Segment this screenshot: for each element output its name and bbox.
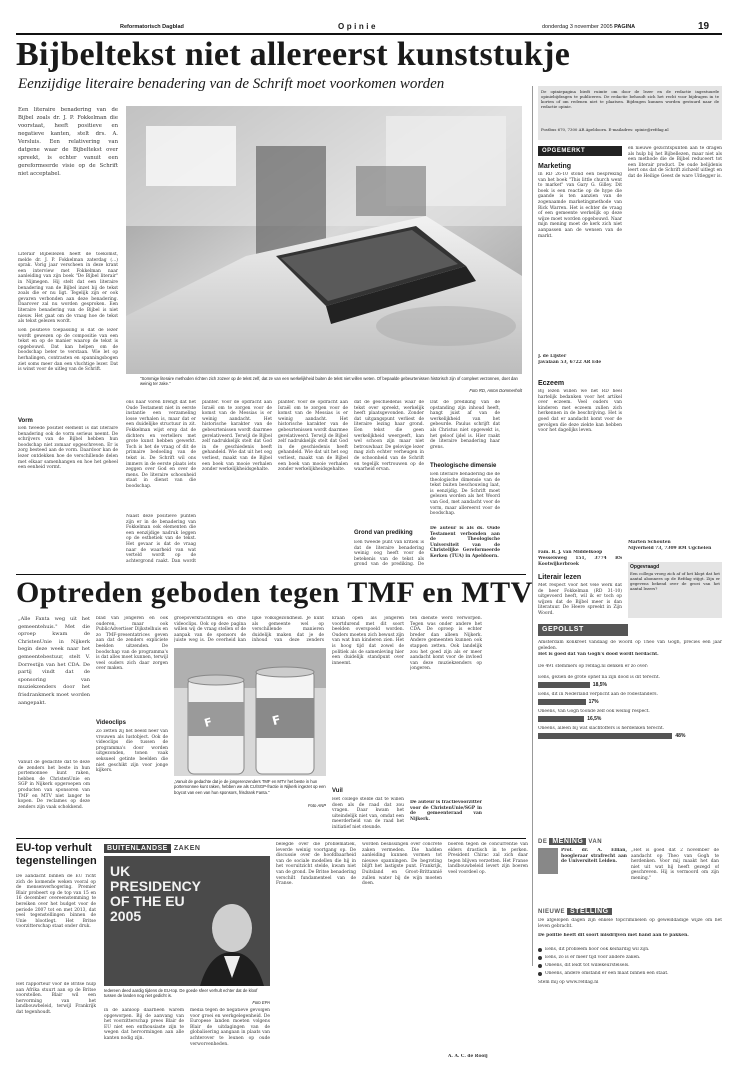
de-mening-person: Prof. dr. A. Ellian, hoogleraar strafrecht aan de Universiteit Leiden.: [561, 848, 627, 865]
poll-option-bar-row: [538, 681, 722, 689]
opgevraagd-text: Een collega vroeg zich af of het klopt dat het aantal abonnees op de Refdag stijgt. Zijn er gegevens bekend over de groei van het aantal lezers?: [630, 571, 720, 591]
header-date-text: donderdag 3 november 2005: [542, 24, 613, 30]
letter2-place: Wesselsweg 151, 3774 RS Kootwijkerbroek: [538, 556, 622, 567]
stelling-vote-link[interactable]: Stem mij op www.refdag.nl: [538, 980, 599, 985]
fanta-credit: Foto ANP: [308, 803, 326, 808]
article-col-1c: Een tweede positief element is dat literaire benadering ook de vorm serieus neemt. De schrijvers van de Bijbel hebben hun boodschap niet zomaar opgeschreven. Er is zorg besteed aan de vorm. Daardoor kan de lezer ontdekken hoe de verschillende delen met elkaar samenhangen en hoe het geheel een eenheid vormt.: [18, 426, 118, 471]
fanta-cans-image: [174, 648, 326, 776]
videoclips-heading: Videoclips: [96, 720, 126, 726]
letter3-place: Nijverheid 73, 7309 RM Ugchelen: [628, 546, 712, 551]
eu-headline: EU-top verhult tegenstellingen: [16, 842, 97, 867]
blair-image: [104, 856, 270, 986]
stelling-option-label: Oneens, dit leidt tot willekeurstelsels.: [545, 963, 630, 968]
photo-credit: Foto RD, Anton Dommerholt: [469, 388, 522, 393]
eu-author: A. A. C. de Rooij: [448, 1054, 488, 1059]
poll-option-bar-row: [538, 698, 722, 706]
article-col-1: Literair Bijbellezen heeft de toekomst, melde dr. J. P. Fokkelman zaterdag (...) sprak. Vorig jaar verscheen in deze krant een interview met Fokkelman naar aanleiding van zijn boek "De Bijbel literair" in Nijmegen. Hij stelt dat een literaire benadering van de Bijbel inzet bij de tekst zoals die er nu ligt. Tegelijk zijn er ook gevaren verbonden aan deze benadering. Daarover zal nu worden gesproken. Een literaire benadering van de Bijbel is niet nieuw. Het gaat om de vraag hoe de tekst als tekst gelezen wordt.: [18, 252, 118, 325]
stelling-option[interactable]: [538, 971, 722, 977]
page-label: PAGINA: [614, 24, 636, 30]
sidebar-intro-box: [538, 86, 722, 140]
article-col-5: Dat de prediking van de opstanding zijn inhoud heeft, hangt juist af van de werkelijkheid van het gebeurde. Paulus schrijft dat als Christus niet opgewekt is, het geloof ijdel is. Hier raakt de literaire benadering haar grens.: [430, 400, 500, 450]
stelling-option-label: Oneens, andere omstand er een maat binnen een staat.: [545, 971, 669, 976]
poll-label: GEPOLLST: [538, 624, 628, 636]
second-article-rule: [16, 574, 526, 575]
fanta-photo: [174, 648, 326, 776]
poll-option-label: Oneens, alleen bij wat slachtoffers is herdenken terecht.: [538, 726, 665, 731]
eu-photo-credit: Foto EPA: [252, 1000, 270, 1005]
poll-options: [538, 675, 722, 740]
radio-icon[interactable]: [538, 956, 542, 960]
de-mening-suffix: VAN: [588, 838, 603, 845]
stelling-question: De politie heeft dit soort misdrijven met hand aan te pakken.: [538, 933, 689, 938]
poll-option-bar: [538, 699, 586, 705]
eu-col-6: boeren tegen de concurrentie van elders drastisch in te perken. President Chirac zal zich daar tegen blijven verzetten. Het Franse landbouwbeleid levert zijn boeren veel voordeel op.: [448, 842, 528, 875]
poll-question: Amsterdam konkreet vandaag de woord op Theo van Gogh, precies een jaar geleden.: [538, 640, 722, 651]
paper-name: Reformatorisch Dagblad: [120, 24, 184, 30]
poll-option-bar: [538, 733, 672, 739]
de-mening-label: MENING: [549, 838, 586, 845]
stelling-option[interactable]: [538, 947, 722, 953]
letter1-title: Marketing: [538, 163, 572, 170]
header-date: [542, 24, 635, 30]
opgevraagd-title: Opgevraagd: [630, 564, 660, 570]
letter2-title: Eczeem: [538, 380, 565, 387]
de-mening-prefix: DE: [538, 838, 548, 845]
opgevraagd-box: [628, 562, 722, 618]
section-name: Opinie: [338, 22, 378, 31]
article-col-3b: planter. Voor de opdracht aan Israël om te zorgen voor de komst van de Messias is er weinig aandacht. Het historische karakter van de gebeurtenissen wordt daarmee gerelativeerd. Terwijl de Bijbel zelf nadrukkelijk stelt dat God in de geschiedenis heeft gehandeld. Wie dat uit het oog verliest, maakt van de Bijbel een boek van mooie verhalen zonder werkelijkheidsgehalte.: [278, 400, 348, 473]
second-intro: „Alle Fanta weg uit het gemeentehuis." Met die oproep kwam de ChristenUnie in Nijkerk begin deze week naar het gemeentebestuur, stelt V. Dorrestijn van het CDA. De partij vindt dat de sponsoring van muziekzenders door het frisdrankmerk moet worden aangepakt.: [18, 616, 90, 706]
intro-text: Een literaire benadering van de Bijbel zoals dr. J. P. Fokkelman die voorstaat, heeft positieve en negatieve kanten, stelt drs. A. Versluis. Een relativering van datgene waar de Bijbeltekst over spreekt, is echter vanuit een gereformeerde visie op de Schrift niet acceptabel.: [18, 107, 118, 177]
poll-option-pct: 17%: [588, 699, 599, 705]
stelling-options: [538, 947, 722, 977]
second-col-1: Vanuit de gedachte dat te deze de zenders het beste in hun portemonnee kunt raken, hebben de ChristenUnie en SGP in Nijkerk opgeroepen om producten van sponsoren van TMF en MTV niet langer te kopen. De reclames op deze zenders zijn vaak schokkend.: [18, 760, 90, 810]
poll-option-label: Oneens, Van Gogh toonde zelf ook weinig respect.: [538, 709, 650, 714]
eu-col-4: belegde over die problematiek, leverde weinig voortgang op. De discussie over de hoofdbaarheid van de sociale modellen die hij in het vooruitzicht stelde, kwam niet van de grond. De Britse benadering verschilt fundamenteel van de Franse.: [276, 842, 356, 887]
poll-option-pct: 48%: [675, 733, 686, 739]
letter2-text: Bij lezen willen we het RD heel hartelijk bedanken voor het artikel over eczeem. Veel ouders van kinderen met eczeem zullen zich herkennen in de beschrijving. Het is goed dat er aandacht komt voor de gevolgen die deze ziekte kan hebben voor het dagelijks leven.: [538, 389, 622, 434]
eu-col-2: in de aanloop daarheen warem opgeworpen. Bij de aanvang van het voorzitterschap prees Blair de EU niet een enthousiaste zijn te wegen dat hervormingen aan alle kanten nodig zijn.: [104, 1008, 184, 1041]
vuil-heading: Vuil: [332, 788, 343, 794]
letter3-title: Literair lezen: [538, 574, 582, 581]
page-number: 19: [698, 21, 710, 32]
letter1-text: In RD 26-10 stond een bespreking van het boek "This little church went to market" van Gary G. Gilley. Dit boek is een reactie op de hype die gaande is ten aanzien van de zogenaamde marketingmethode van Rick Warren. Het is echter de vraag of een gemeente werkelijk op deze wijze moet worden opgebouwd. Naar mijn mening moet de kerk zich niet aanpassen aan de wensen van de markt.: [538, 172, 622, 239]
opgemerkt-label: OPGEMERKT: [538, 146, 622, 156]
article-col-2b: Naast deze positieve punten zijn er in de benadering van Fokkelman ook elementen die een eenzijdige nadruk leggen op de esthetiek van de tekst. Het gevaar is dat de vraag naar de waarheid van wat verteld wordt op de achtergrond raakt. Dan wordt: [126, 514, 196, 564]
second-col-2b: Zo zetten zij het beeld neer van vrouwen als lustobject. Ook de videoclips die tussen de programma's door worden uitgezonden, tonen vaak seksueel getinte beelden die niet geschikt zijn voor jonge kijkers.: [96, 729, 168, 774]
article-col-4: dat de geschiedenis waar de tekst over spreekt, werkelijk heeft plaatsgevonden. Zonder dat uitgangspunt verliest de literaire lezing haar grond. Een tekst die geen werkelijkheid weergeeft, kan wel schoon zijn maar niet betrouwbaar. De gelovige lezer mag zich echter verheugen in de schoonheid van de Schrift en tegelijk vertrouwen op de waarheid ervan.: [354, 400, 424, 473]
article-col-1b: Een positieve toepassing is dat de lezer wordt gewezen op de compositie van een tekst en op de manier waarop de tekst is opgebouwd. Dat kan helpen om de boodschap beter te verstaan. Wie let op herhalingen, contrasten en spanningsbogen ziet soms meer dan een vluchtige lezer. Dat is winst voor de uitleg van de Schrift.: [18, 328, 118, 373]
poll-option: [538, 692, 722, 706]
eu-col-3: media tegen de negatieve gevolgen voor groei en werkgelegenheid. De Europese landen moeten volgens Blair de uitdagingen van de globalisering aangaan in plaats van achterover te leunen op oude verworvenheden.: [190, 1008, 270, 1047]
poll-box: [538, 624, 722, 834]
poll-option-pct: 16,5%: [587, 716, 602, 722]
poll-option-bar: [538, 682, 590, 688]
svg-text:F: F: [202, 715, 214, 730]
sidebar-address: Postbus 670, 7300 AR Apeldoorn. E-mailadres: opinie@refdag.nl: [541, 127, 669, 132]
person-photo: [538, 848, 558, 874]
stelling-text: De afgelopen dagen zijn enkele topcriminelen op gewelddadige wijze om het leven gebracht.: [538, 918, 722, 929]
de-mening-header: [538, 838, 722, 845]
zaken-label-a: BUITENLANDSE: [104, 844, 171, 853]
fanta-caption: „Vanuit de gedachte dat je de jongerenzenders TMF en MTV het beste in hun portemonnee kunt raken, hebben we als CU/SGP-fractie in Nijkerk ingezet op een boycot van een van hun sponsors, frisdrank Fanta.": [174, 779, 326, 795]
stelling-option[interactable]: [538, 963, 722, 969]
second-author-note: De auteur is fractievoorzitter voor de ChristenUnie/SGP in de gemeenteraad van Nijkerk.: [410, 800, 482, 822]
de-mening-body: [538, 848, 722, 904]
letter3-text: Met respect voor het vele werk dat de heer Fokkelman (RD 31-10) uitgevoerd heeft, wil ik er toch op wijzen dat de Bijbel meer is dan literatuur. De Heere spreekt in Zijn Woord.: [538, 583, 622, 616]
stelling-option-label: Eens, dit probleem hoor ook keihardig wil zijn.: [545, 947, 650, 952]
poll-statement: Het is goed dat Van Gogh's dood wordt herdacht.: [538, 652, 659, 657]
stelling-header: [538, 908, 722, 915]
eu-col-5: worden beslissingen over concrete zaken vermeden. Die hadden aanleiding kunnen vormen tot nieuwe spanningen. De begroting blijft het lastigste punt. Frankrijk, Duitsland en Groot-Brittannië zullen water bij de wijn moeten doen.: [362, 842, 442, 887]
stelling-label: STELLING: [567, 908, 612, 915]
vorm-heading: Vorm: [18, 418, 33, 424]
article-col-3: planter. Voor de opdracht aan Israël om te zorgen voor de komst van de Messias is er weinig aandacht. Het historische karakter van de gebeurtenissen wordt daarmee gerelativeerd. Terwijl de Bijbel zelf nadrukkelijk stelt dat God in de geschiedenis heeft gehandeld. Wie dat uit het oog verliest, maakt van de Bijbel een boek van mooie verhalen zonder werkelijkheidsgehalte.: [202, 400, 272, 473]
poll-respondents: De 491 stemmers op refdag.nl denken er zo over:: [538, 664, 649, 669]
poll-option-pct: 18,5%: [592, 682, 607, 688]
nieuwe-stelling-box: [538, 908, 722, 1062]
zaken-label-b: ZAKEN: [173, 844, 201, 852]
author-note: De auteur is als ds. Oude Testament verbonden aan de Theologische Universiteit van de Christelijke Gereformeerde Kerken (TUA) in Apeldoorn.: [430, 526, 500, 559]
second-col-2: blad van jongeren en ook ouderen, maar ook PublicAdvertiser Dijkstelhuis en zo TMF-presentatrices geven aan dat de zenders expliciete beelden uitzenden. De boodschap van de programma's is dat alles moet kunnen, terwijl veel ouders zich daar zorgen over maken.: [96, 616, 168, 672]
stelling-option-label: Eens, zo is er meer tijd voor andere zaken.: [545, 955, 641, 960]
letter1-place: Javalaan 53, 6722 AR Ede: [538, 360, 602, 365]
second-col-4: lijke volksgezondheid. Je kunt als gemeente wel op verschillende manieren duidelijk maken dat je de inhoud van deze zenders: [252, 616, 324, 644]
article-col-2: ons naar voren brengt dat het Oude Testament niet in eerste instantie een verzameling losse verhalen is, maar dat er een duidelijke structuur in zit. Fokkelman wijst erop dat de dichters en vertellers met grote kunst hebben gewerkt. Toch is het de vraag of dit de primaire bedoeling van de tekst is. De Schrift wil ons immers in de eerste plaats iets zeggen over God en over de mens. De literaire schoonheid staat in dienst van die boodschap.: [126, 400, 196, 489]
zaken-label: [104, 842, 248, 854]
eu-photo: [104, 856, 270, 986]
second-col-6: ten dienste werd verworpen. Tegen was onder andere het CDA. De oproep is echter breder dan alleen Nijkerk. Andere gemeenten kunnen ook stappen zetten. Ook landelijk zou het goed zijn als er meer aandacht komt voor de invloed van deze muziekzenders op jongeren.: [410, 616, 482, 672]
laptop-photo-image: [126, 106, 522, 374]
letter3-author: Marten Schouten: [628, 540, 671, 545]
poll-option: [538, 709, 722, 723]
radio-icon[interactable]: [538, 948, 542, 952]
eu-rule: [16, 838, 526, 839]
poll-option-bar-row: [538, 715, 722, 723]
poll-option-label: Eens, dit in Nederland verplicht aan de rodestanders.: [538, 692, 658, 697]
poll-option: [538, 726, 722, 740]
eu-panel-text: UK PRESIDENCY OF THE EU 2005: [110, 863, 201, 924]
top-headline: Bijbeltekst niet allereerst kunststukje: [16, 36, 571, 73]
poll-option-bar: [538, 716, 584, 722]
poll-option-bar-row: [538, 732, 722, 740]
article-col-4b: Een tweede punt van kritiek is dat de literaire benadering weinig oog heeft voor de betekenis van de tekst als grond van de prediking. De: [354, 540, 424, 566]
letter1-author: J. de Lijster: [538, 354, 567, 359]
stelling-option[interactable]: [538, 955, 722, 961]
header-rule: [16, 33, 722, 35]
eu-photo-caption: Iedereen deed aardig tijdens de EU-top. De goede sfeer verhult echter dat de kloof tussen de landen nog niet gedicht is.: [104, 988, 258, 999]
svg-text:F: F: [270, 712, 283, 729]
second-col-5: kraan open als jongeren voortdurend met dit soort beelden overspoeld worden. Ouders moeten zich bewust zijn van wat hun kinderen zien. Het is hoog tijd dat zowel de politiek als de samenleving hier een duidelijk standpunt over inneemt.: [332, 616, 404, 666]
radio-icon[interactable]: [538, 972, 542, 976]
second-col-5b: Het college stelde dat te willen doen als de raad dat zou vragen. Daar kwam het uiteindelijk niet van, omdat een meerderheid van de raad het initiatief niet steunde.: [332, 797, 404, 830]
eu-text: De aandacht binnen de EU richt zich de komende weken vooral op de mensenverhogering. Premier Blair probeert op de top van 15 en 16 december overeenstemming te bereiken over het budget voor de periode 2007 tot en met 2013, dat veel tegenstellingen binnen de Unie blootlegt. Het Britse voorzitterschap staat onder druk.: [16, 874, 96, 930]
second-headline: Optreden geboden tegen TMF en MTV: [16, 576, 533, 609]
second-col-3: groepsverkrachtingen en drie videoclips. Ook op deze pagina willen wij de vraag stellen of de aanpak van de sponsors de juiste weg is. De overheid kan: [174, 616, 246, 644]
laptop-photo: [126, 106, 522, 374]
top-subheadline: Eenzijdige literaire benadering van de Schrift moet voorkomen worden: [18, 76, 445, 92]
article-col-5b: Een literaire benadering die de theologische dimensie van de tekst buiten beschouwing laat, is eenzijdig. De Schrift moet gelezen worden als het Woord van God, met aandacht voor de vorm, maar allereerst voor de boodschap.: [430, 472, 500, 517]
theo-heading: Theologische dimensie: [430, 463, 497, 469]
eu-text-2: Het rapporteur voor de Britse hulp aan Afrika stuurt aan op de Britse voorstellen. Blair wil een hervorming van het landbouwbeleid, terwijl Frankrijk dat tegenhoudt.: [16, 982, 96, 1015]
sidebar-right-col: en nieuwe gezichtspunten aan te dragen als hulp bij het Bijbellezen, maar niet als een methode die de Bijbel reduceert tot een literair product. De oude belijdenis leert ons dat de Schrift zichzelf uitlegt en dat de Heilige Geest de ware Uitlegger is.: [628, 146, 722, 179]
poll-option-label: Eens, gezien de grote ophef na zijn dood is dit terecht.: [538, 675, 661, 680]
stelling-prefix: NIEUWE: [538, 908, 565, 915]
sidebar-rule: [532, 86, 533, 966]
poll-option: [538, 675, 722, 689]
eu-headline-box: [16, 842, 96, 868]
grond-heading: Grond van prediking: [354, 530, 413, 536]
sidebar-intro: De opiniepagina biedt ruimte om door de lezer en de redactie ingestuurde opiniebijdragen te publiceren. De redactie behoudt zich het recht voor bijdragen in te korten of om redenen niet te plaatsen. Bijdragen kunnen worden gestuurd naar de redactie opinie.: [541, 89, 719, 109]
radio-icon[interactable]: [538, 964, 542, 968]
de-mening-box: [538, 838, 722, 904]
de-mening-text: „Het is goed dat 2 november de aandacht op Theo van Gogh te herdenken. Voor mij maakt het dan niet uit wat hij heeft gezegd of geschreven. Hij is vermoord om zijn mening.": [631, 848, 719, 881]
photo-caption: "Sommige literaire methoden richten zich zozeer op de tekst zelf, dat ze van een werkelijkheid buiten de tekst niet willen weten. Of bepaalde gebeurtenissen historisch zijn of compleet verzonnen, doet dan weinig ter zake.": [140, 376, 518, 387]
letter2-author: Fam. B. J. van Middelkoop: [538, 550, 603, 555]
